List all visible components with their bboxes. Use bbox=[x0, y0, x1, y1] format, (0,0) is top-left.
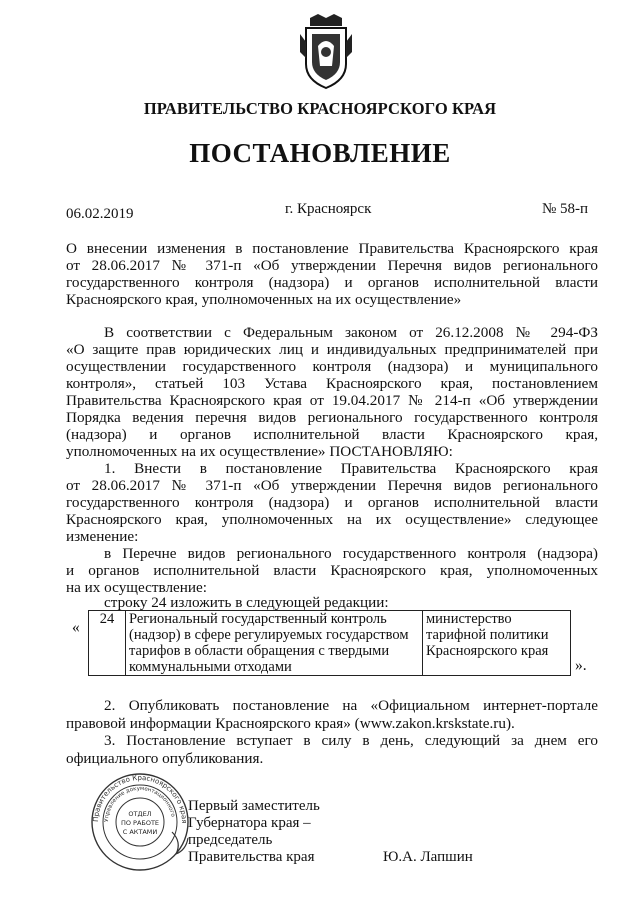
body-line: 1. Внести в постановление Правительства Красноярского края bbox=[104, 460, 598, 477]
authority-cell: министерство тарифной политики Красноярского края bbox=[423, 611, 571, 676]
document-number: № 58-п bbox=[542, 201, 589, 217]
body-line: строку 24 изложить в следующей редакции: bbox=[104, 594, 389, 611]
stamp-inner-ring-text: Управление документационного bbox=[103, 785, 176, 823]
signatory-title: Первый заместитель Губернатора края – председатель Правительства края bbox=[188, 798, 320, 865]
body-line: В соответствии с Федеральным законом от 26.12.2008 № 294-ФЗ bbox=[104, 324, 598, 341]
body-line: от 28.06.2017 № 371-п «Об утверждении Перечня видов регионального bbox=[66, 477, 598, 494]
body-line: изменение: bbox=[66, 528, 139, 545]
coat-of-arms-icon bbox=[298, 12, 354, 90]
body-line: официального опубликования. bbox=[66, 750, 264, 767]
document-date: 06.02.2019 bbox=[66, 206, 134, 222]
title-line: государственного контроля (надзора) и органов исполнительной власти bbox=[66, 274, 598, 291]
body-line: в Перечне видов регионального государственного контроля (надзора) bbox=[104, 545, 598, 562]
body-line: (надзора) и органов исполнительной власти Красноярского края, bbox=[66, 426, 598, 443]
title-line: О внесении изменения в постановление Правительства Красноярского края bbox=[66, 240, 598, 257]
document-city: г. Красноярск bbox=[285, 201, 372, 217]
amendment-table bbox=[88, 610, 571, 676]
organization-title: ПРАВИТЕЛЬСТВО КРАСНОЯРСКОГО КРАЯ bbox=[143, 99, 497, 118]
stamp-ring-text: Правительство Красноярского края bbox=[91, 773, 189, 824]
stamp-center-line: С АКТАМИ bbox=[122, 828, 158, 836]
body-line: на их осуществление: bbox=[66, 579, 207, 596]
stamp-center-line: ПО РАБОТЕ bbox=[120, 819, 160, 827]
stamp-center-line: ОТДЕЛ bbox=[128, 810, 152, 818]
body-line: Красноярского края, уполномоченных на их осуществление» следующее bbox=[66, 511, 598, 528]
quote-close: ». bbox=[575, 657, 587, 674]
quote-open: « bbox=[72, 619, 80, 636]
body-line: 3. Постановление вступает в силу в день, следующий за днем его bbox=[104, 732, 598, 749]
body-line: Порядка ведения перечня видов регионального государственного контроля bbox=[66, 409, 598, 426]
body-line: правовой информации Красноярского края» (www.zakon.krskstate.ru). bbox=[66, 715, 515, 732]
body-line: контроля», статьей 103 Устава Красноярского края, постановлением bbox=[66, 375, 598, 392]
body-line: 2. Опубликовать постановление на «Официальном интернет-портале bbox=[104, 697, 598, 714]
body-line: и органов исполнительной власти Красноярского края, уполномоченных bbox=[66, 562, 598, 579]
office-stamp bbox=[90, 772, 190, 872]
body-line: государственного контроля (надзора) и органов исполнительной власти bbox=[66, 494, 598, 511]
body-line: уполномоченных на их осуществление» ПОСТАНОВЛЯЮ: bbox=[66, 443, 453, 460]
row-number-cell: 24 bbox=[89, 611, 126, 676]
title-line: Красноярского края, уполномоченных на их осуществление» bbox=[66, 291, 462, 308]
body-line: «О защите прав юридических лиц и индивидуальных предпринимателей при bbox=[66, 341, 598, 358]
signatory-name: Ю.А. Лапшин bbox=[383, 849, 473, 865]
body-line: Правительства Красноярского края от 19.04.2017 № 214-п «Об утверждении bbox=[66, 392, 598, 409]
document-type: ПОСТАНОВЛЕНИЕ bbox=[189, 138, 451, 168]
control-type-cell: Региональный государственный контроль (надзор) в сфере регулируемых государством тарифов в области обращения с твердыми коммунальными отходами bbox=[126, 611, 423, 676]
table-row bbox=[89, 611, 571, 676]
body-line: осуществлении государственного контроля (надзора) и муниципального bbox=[66, 358, 598, 375]
title-line: от 28.06.2017 № 371-п «Об утверждении Перечня видов регионального bbox=[66, 257, 598, 274]
